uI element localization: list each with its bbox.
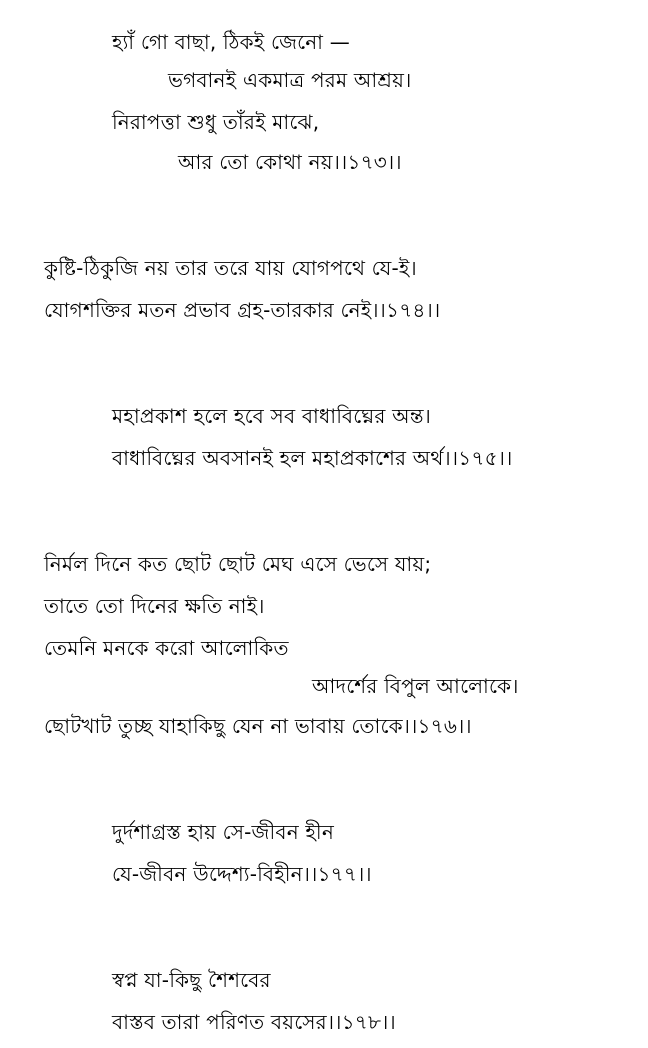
verse-line: যে-জীবন উদ্দেশ্য-বিহীন।।১৭৭।। xyxy=(112,862,372,886)
verse-line: নিরাপত্তা শুধু তাঁরই মাঝে, xyxy=(112,110,320,134)
verse-line: তেমনি মনকে করো আলোকিত xyxy=(44,636,289,660)
verse-line: ছোটখাট তুচ্ছ যাহাকিছু যেন না ভাবায় তোকে।।১৭৬।। xyxy=(44,714,472,738)
verse-line: কুষ্টি-ঠিকুজি নয় তার তরে যায় যোগপথে যে-ই। xyxy=(44,256,417,280)
verse-line: মহাপ্রকাশ হলে হবে সব বাধাবিঘ্নের অন্ত। xyxy=(112,404,432,428)
verse-line: তাতে তো দিনের ক্ষতি নাই। xyxy=(44,594,265,618)
verse-line: দুর্দশাগ্রস্ত হায় সে-জীবন হীন xyxy=(112,820,334,844)
verse-line: হ্যাঁ গো বাছা, ঠিকই জেনো — xyxy=(112,30,350,54)
verse-line: বাস্তব তারা পরিণত বয়সের।।১৭৮।। xyxy=(112,1010,396,1034)
verse-line: আদর্শের বিপুল আলোকে। xyxy=(312,674,519,698)
verse-line: আর তো কোথা নয়।।১৭৩।। xyxy=(178,150,402,174)
verse-line: যোগশক্তির মতন প্রভাব গ্রহ-তারকার নেই।।১৭৪।। xyxy=(44,298,441,322)
verse-line: নির্মল দিনে কত ছোট ছোট মেঘ এসে ভেসে যায়; xyxy=(44,552,432,576)
verse-line: স্বপ্ন যা-কিছু শৈশবের xyxy=(112,968,271,992)
verse-line: ভগবানই একমাত্র পরম আশ্রয়। xyxy=(168,68,412,92)
verse-line: বাধাবিঘ্নের অবসানই হল মহাপ্রকাশের অর্থ।।১৭৫।। xyxy=(112,446,513,470)
